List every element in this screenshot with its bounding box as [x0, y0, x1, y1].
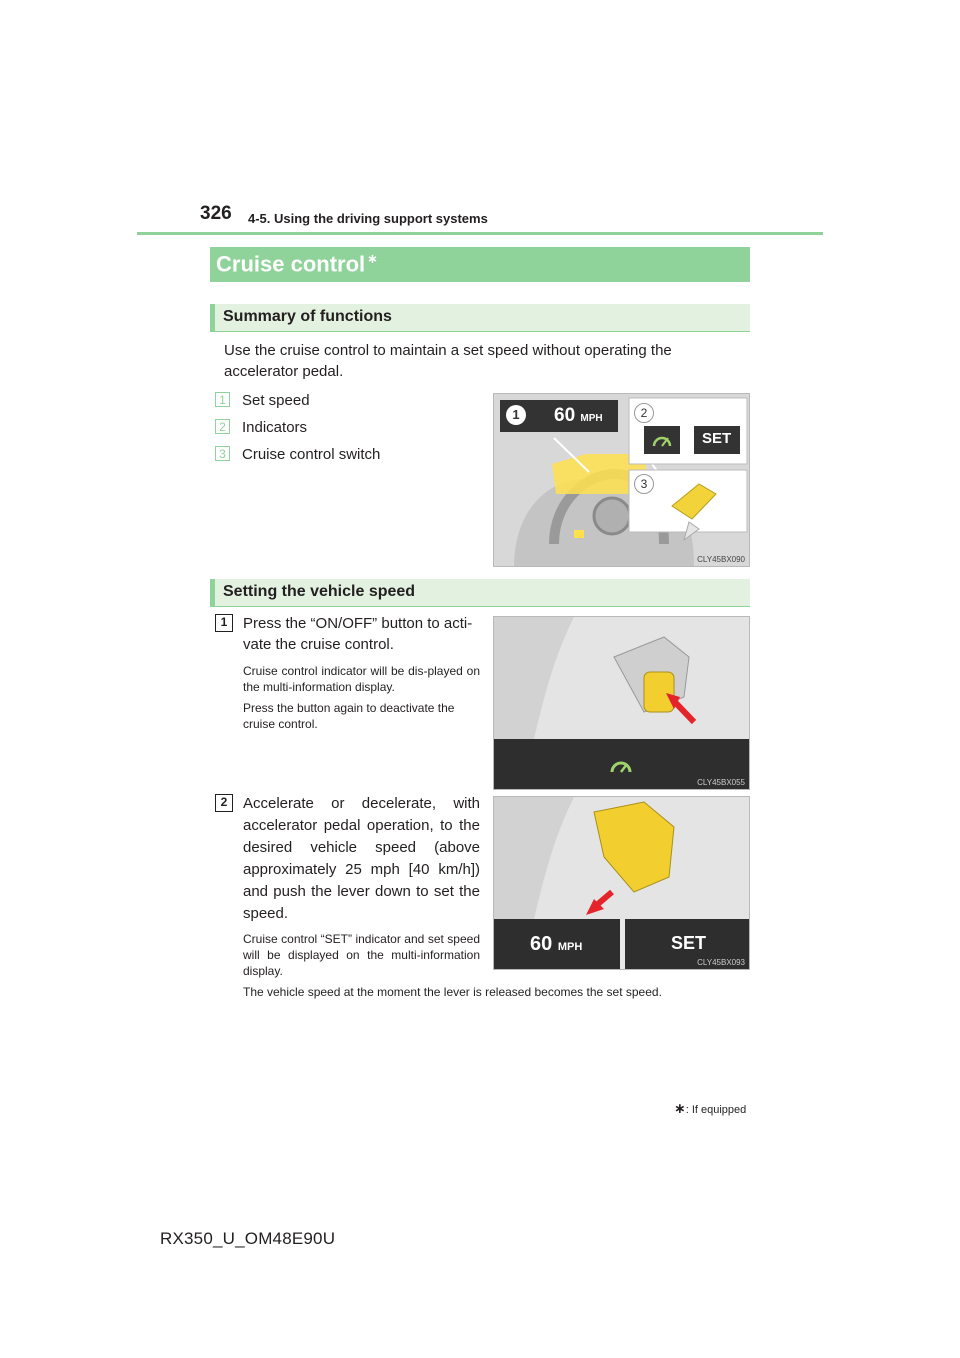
step-1-line-1: Press the “ON/OFF” button to acti-: [243, 615, 473, 632]
step-2-text: Accelerate or decelerate, with accelerator pedal operation, to the desired vehicle speed (above approximately 25 mph [40 km/h]) and push the lever down to set the speed.: [243, 795, 480, 922]
summary-heading: Summary of functions: [223, 308, 392, 325]
figure-speed-readout: [554, 405, 603, 427]
step-number: 1: [215, 614, 233, 632]
figure-callout-1: 1: [506, 405, 526, 425]
step-1-note-1: Cruise control indicator will be dis-played on the multi-information display.: [243, 664, 480, 694]
header-divider: [137, 232, 823, 235]
title-bar: [210, 247, 750, 282]
speed-value: 60: [530, 933, 553, 955]
lever-figure-speed: [530, 933, 582, 956]
figure-callout-2: 2: [634, 403, 654, 423]
step-1-line-2: vate the cruise control.: [243, 636, 394, 653]
list-item-label: Set speed: [242, 392, 310, 409]
step-2-note-2: The vehicle speed at the moment the lever is released becomes the set speed.: [243, 985, 662, 999]
on-off-drawing: [494, 617, 750, 790]
footnote-marker: ∗: [674, 1100, 686, 1116]
dashboard-drawing: [494, 394, 750, 567]
lever-down-illustration: [493, 796, 750, 970]
model-code: RX350_U_OM48E90U: [160, 1229, 336, 1248]
summary-list: [215, 390, 475, 471]
section-title: 4-5. Using the driving support systems: [248, 211, 488, 226]
figure-code: CLY45BX093: [697, 958, 745, 967]
figure-code: CLY45BX055: [697, 778, 745, 787]
figure-callout-3: 3: [634, 474, 654, 494]
callout-number: 3: [215, 446, 230, 461]
callout-number: 2: [215, 419, 230, 434]
list-item: [215, 417, 475, 444]
if-equipped-footnote: [674, 1100, 746, 1117]
list-item-label: Indicators: [242, 419, 308, 436]
on-off-button-illustration: [493, 616, 750, 790]
speed-unit: MPH: [580, 413, 603, 424]
page-title-text: Cruise control: [216, 251, 366, 277]
setting-heading: Setting the vehicle speed: [223, 583, 416, 600]
page-title: [216, 251, 378, 277]
lever-figure-set-indicator: SET: [671, 933, 707, 953]
list-item-label: Cruise control switch: [242, 446, 381, 463]
callout-number: 1: [215, 392, 230, 407]
figure-code: CLY45BX090: [697, 555, 745, 564]
summary-heading-bar: [210, 304, 750, 332]
list-item: [215, 390, 475, 417]
if-equipped-marker: ∗: [367, 251, 379, 266]
list-item: [215, 444, 475, 471]
setting-heading-bar: [210, 579, 750, 607]
step-1-note-2: Press the button again to deactivate the cruise control.: [243, 701, 455, 731]
page-number: 326: [200, 203, 232, 224]
step-1-text: [243, 613, 483, 655]
summary-intro: Use the cruise control to maintain a set speed without operating the accelerator pedal.: [224, 342, 672, 380]
step-number: 2: [215, 794, 233, 812]
dashboard-illustration: [493, 393, 750, 567]
figure-set-indicator: SET: [702, 430, 732, 447]
speed-value: 60: [554, 405, 576, 426]
speed-unit: MPH: [557, 941, 583, 953]
footnote-text: : If equipped: [685, 1104, 747, 1116]
step-2-note-1: Cruise control “SET” indicator and set speed will be displayed on the multi-information display.: [243, 932, 480, 978]
